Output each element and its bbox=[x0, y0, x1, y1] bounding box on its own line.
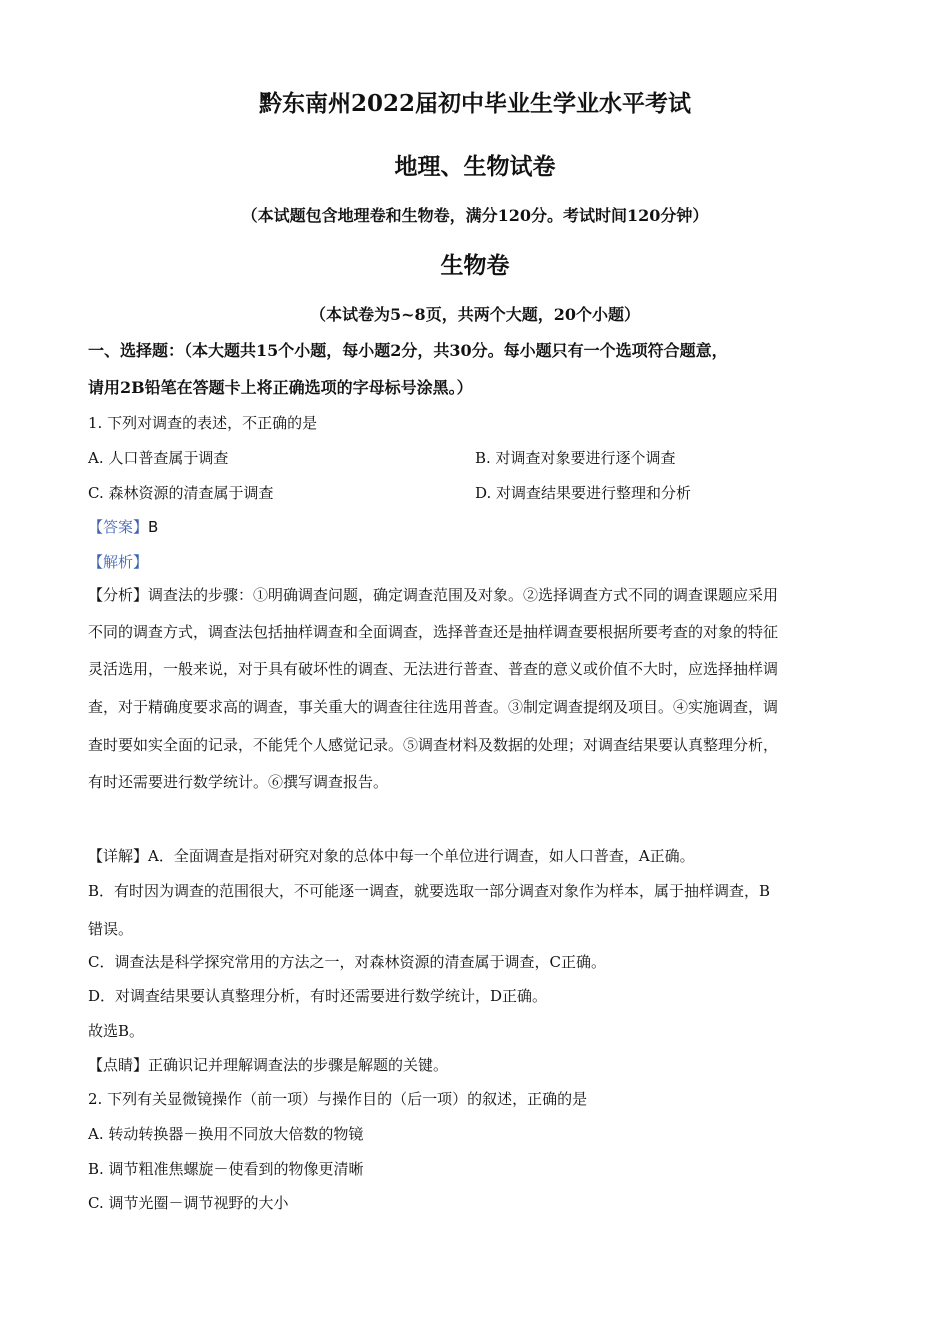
analysis-line: 不同的调查方式，调查法包括抽样调查和全面调查，选择普查还是抽样调查要根据所要考查的对象的特征 bbox=[88, 623, 779, 641]
analysis-line: 查时要如实全面的记录，不能凭个人感觉记录。⑤调查材料及数据的处理；对调查结果要认真整理分析， bbox=[88, 736, 779, 754]
answer-tag: 【答案】 bbox=[88, 518, 149, 536]
q1-option-d: D. 对调查结果要进行整理和分析 bbox=[475, 484, 692, 502]
q1-answer bbox=[88, 517, 158, 537]
detail-line: 【点睛】正确识记并理解调查法的步骤是解题的关键。 bbox=[88, 1056, 449, 1074]
analysis-tag: 【解析】 bbox=[88, 553, 149, 571]
analysis-line: 【分析】调查法的步骤：①明确调查问题，确定调查范围及对象。②选择调查方式不同的调查课题应采用 bbox=[88, 586, 779, 604]
analysis-line: 查，对于精确度要求高的调查，事关重大的调查往往选用普查。③制定调查提纲及项目。④实施调查，调 bbox=[88, 698, 779, 716]
q2-option-a: A. 转动转换器－换用不同放大倍数的物镜 bbox=[88, 1125, 364, 1143]
answer-value: B bbox=[148, 518, 159, 536]
detail-line: D．对调查结果要认真整理分析，有时还需要进行数学统计，D正确。 bbox=[88, 987, 548, 1005]
detail-line: B．有时因为调查的范围很大，不可能逐一调查，就要选取一部分调查对象作为样本，属于抽样调查，B bbox=[88, 882, 771, 900]
q2-option-b: B. 调节粗准焦螺旋－使看到的物像更清晰 bbox=[88, 1160, 364, 1178]
section-title: 生物卷 bbox=[440, 252, 510, 279]
q1-option-a: A. 人口普查属于调查 bbox=[88, 449, 229, 467]
detail-line: C．调查法是科学探究常用的方法之一，对森林资源的清查属于调查，C正确。 bbox=[88, 953, 606, 971]
paper-subtitle: 地理、生物试卷 bbox=[394, 153, 556, 180]
analysis-line: 有时还需要进行数学统计。⑥撰写调查报告。 bbox=[88, 773, 389, 791]
instructions-line-2: 请用2B铅笔在答题卡上将正确选项的字母标号涂黑。） bbox=[88, 378, 473, 397]
q2-option-c: C. 调节光圈－调节视野的大小 bbox=[88, 1194, 289, 1212]
q2-stem: 2. 下列有关显微镜操作（前一项）与操作目的（后一项）的叙述，正确的是 bbox=[88, 1090, 588, 1108]
q1-stem: 1. 下列对调查的表述，不正确的是 bbox=[88, 414, 318, 432]
q1-option-c: C. 森林资源的清查属于调查 bbox=[88, 484, 274, 502]
detail-line: 【详解】A．全面调查是指对研究对象的总体中每一个单位进行调查，如人口普查，A正确。 bbox=[88, 847, 695, 865]
detail-line: 错误。 bbox=[88, 920, 134, 938]
detail-line: 故选B。 bbox=[88, 1022, 145, 1040]
q1-option-b: B. 对调查对象要进行逐个调查 bbox=[475, 449, 676, 467]
analysis-line: 灵活选用，一般来说，对于具有破坏性的调查、无法进行普查、普查的意义或价值不大时，应选择抽样调 bbox=[88, 660, 779, 678]
instructions-line-1: 一、选择题：（本大题共15个小题，每小题2分，共30分。每小题只有一个选项符合题意， bbox=[88, 341, 728, 360]
exam-title: 黔东南州2022届初中毕业生学业水平考试 bbox=[258, 90, 691, 117]
section-note: （本试卷为5~8页，共两个大题，20个小题） bbox=[310, 305, 640, 324]
exam-note: （本试题包含地理卷和生物卷，满分120分。考试时间120分钟） bbox=[241, 206, 709, 225]
